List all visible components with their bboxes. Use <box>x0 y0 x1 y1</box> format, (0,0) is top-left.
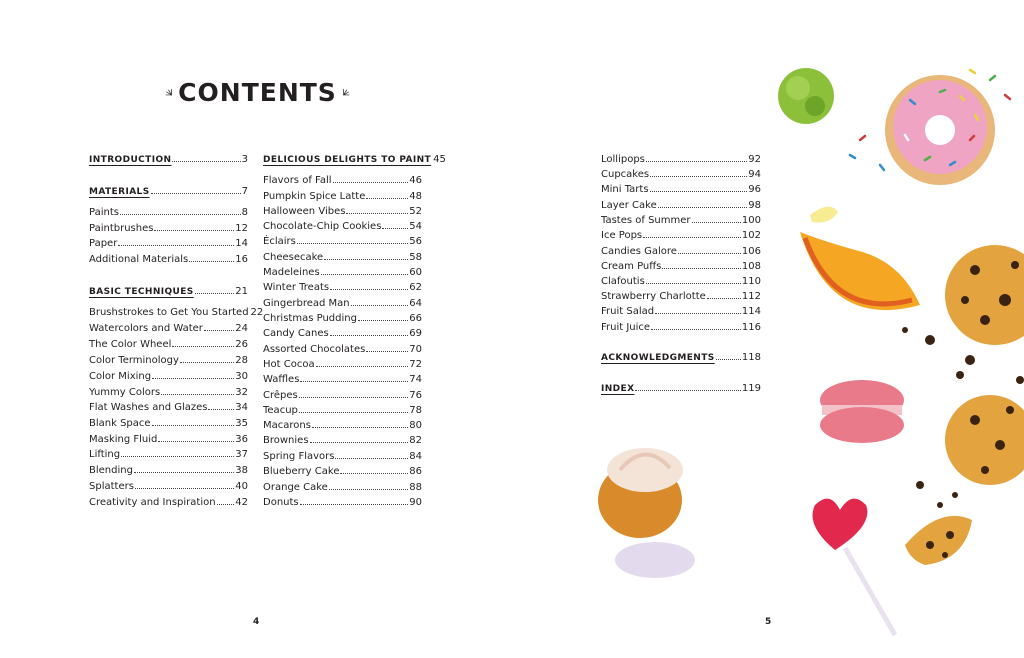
toc-page-number: 100 <box>741 215 761 226</box>
toc-page-number: 88 <box>409 482 422 493</box>
toc-label: Brownies <box>263 435 309 446</box>
toc-label: Lifting <box>89 449 121 460</box>
toc-label: Strawberry Charlotte <box>601 291 706 302</box>
toc-label: Fruit Salad <box>601 306 655 317</box>
toc-page-number: 30 <box>235 371 248 382</box>
toc-page-number: 52 <box>409 206 422 217</box>
toc-label: Pumpkin Spice Latte <box>263 191 366 202</box>
toc-page-number: 70 <box>409 344 422 355</box>
lollipop-icon <box>813 499 896 635</box>
toc-page-number: 14 <box>235 238 248 249</box>
toc-page-number: 34 <box>235 402 248 413</box>
toc-page-number: 102 <box>741 230 761 241</box>
toc-label: Blueberry Cake <box>263 466 340 477</box>
toc-label: Flavors of Fall <box>263 175 332 186</box>
toc-label: Éclairs <box>263 236 296 247</box>
toc-page-number: 98 <box>748 200 761 211</box>
toc-label: DELICIOUS DELIGHTS TO PAINT <box>263 155 432 165</box>
toc-page-number: 74 <box>409 374 422 385</box>
toc-page-number: 86 <box>409 466 422 477</box>
toc-label: Christmas Pudding <box>263 313 357 324</box>
toc-label: Candies Galore <box>601 246 677 257</box>
donut-icon <box>850 70 1010 185</box>
toc-page-number: 108 <box>741 261 761 272</box>
toc-label: Halloween Vibes <box>263 206 346 217</box>
toc-label: Watercolors and Water <box>89 323 203 334</box>
macaron-icon <box>820 380 904 443</box>
toc-label: Hot Cocoa <box>263 359 315 370</box>
cream-puff-icon <box>598 448 695 578</box>
page-number-left: 4 <box>253 617 260 627</box>
toc-label: Donuts <box>263 497 299 508</box>
toc-label: Mini Tarts <box>601 184 649 195</box>
toc-page-number: 96 <box>748 184 761 195</box>
toc-label: Fruit Juice <box>601 322 651 333</box>
toc-page-number: 62 <box>409 282 422 293</box>
toc-label: Paintbrushes <box>89 223 154 234</box>
toc-label: Cupcakes <box>601 169 650 180</box>
toc-page-number: 114 <box>741 306 761 317</box>
page-number-right: 5 <box>765 617 772 627</box>
green-ball-icon <box>778 68 834 124</box>
toc-page-number: 8 <box>241 207 248 218</box>
toc-label: Winter Treats <box>263 282 330 293</box>
toc-page-number: 38 <box>235 465 248 476</box>
toc-page-number: 21 <box>235 286 248 297</box>
toc-label: INTRODUCTION <box>89 155 172 165</box>
toc-page-number: 58 <box>409 252 422 263</box>
toc-page-number: 82 <box>409 435 422 446</box>
toc-label: Color Terminology <box>89 355 179 366</box>
toc-label: Brushstrokes to Get You Started <box>89 307 249 318</box>
toc-label: Additional Materials <box>89 254 189 265</box>
toc-page-number: 54 <box>409 221 422 232</box>
toc-label: Yummy Colors <box>89 387 161 398</box>
toc-label: The Color Wheel <box>89 339 172 350</box>
toc-label: Lollipops <box>601 154 645 165</box>
toc-page-number: 69 <box>409 328 422 339</box>
peach-slice-icon <box>800 207 920 310</box>
page-title: CONTENTS <box>178 77 337 107</box>
toc-label: Layer Cake <box>601 200 657 211</box>
toc-label: Blank Space <box>89 418 151 429</box>
toc-page-number: 78 <box>409 405 422 416</box>
toc-page-number: 94 <box>748 169 761 180</box>
toc-page-number: 28 <box>235 355 248 366</box>
toc-page-number: 118 <box>741 352 761 363</box>
toc-page-number: 72 <box>409 359 422 370</box>
toc-page-number: 56 <box>409 236 422 247</box>
toc-label: Macarons <box>263 420 311 431</box>
toc-label: Chocolate-Chip Cookies <box>263 221 382 232</box>
toc-page-number: 22 <box>250 307 264 318</box>
toc-page-number: 76 <box>409 390 422 401</box>
toc-label: Cheesecake <box>263 252 324 263</box>
toc-page-number: 40 <box>235 481 248 492</box>
toc-page-number: 16 <box>235 254 248 265</box>
toc-label: Paints <box>89 207 119 218</box>
toc-page-number: 45 <box>433 154 446 165</box>
toc-page-number: 37 <box>235 449 248 460</box>
toc-label: Cream Puffs <box>601 261 662 272</box>
toc-label: Candy Canes <box>263 328 329 339</box>
toc-label: Masking Fluid <box>89 434 158 445</box>
toc-page-number: 66 <box>409 313 422 324</box>
toc-page-number: 32 <box>235 387 248 398</box>
toc-page-number: 26 <box>235 339 248 350</box>
toc-page-number: 46 <box>409 175 422 186</box>
toc-page-number: 12 <box>235 223 248 234</box>
toc-page-number: 112 <box>741 291 761 302</box>
toc-label: Flat Washes and Glazes <box>89 402 208 413</box>
toc-label: Splatters <box>89 481 134 492</box>
toc-label: Color Mixing <box>89 371 152 382</box>
toc-label: Teacup <box>263 405 298 416</box>
toc-page-number: 119 <box>741 383 761 394</box>
toc-label: Waffles <box>263 374 300 385</box>
toc-label: Ice Pops <box>601 230 643 241</box>
toc-label: Crêpes <box>263 390 298 401</box>
toc-page-number: 80 <box>409 420 422 431</box>
toc-page-number: 48 <box>409 191 422 202</box>
toc-label: Assorted Chocolates <box>263 344 366 355</box>
toc-label: ACKNOWLEDGMENTS <box>601 353 715 363</box>
toc-page-number: 90 <box>409 497 422 508</box>
toc-label: Madeleines <box>263 267 320 278</box>
toc-page-number: 35 <box>235 418 248 429</box>
toc-page-number: 92 <box>748 154 761 165</box>
toc-label: Orange Cake <box>263 482 328 493</box>
toc-page-number: 3 <box>241 154 248 165</box>
toc-page-number: 110 <box>741 276 761 287</box>
toc-page-number: 24 <box>235 323 248 334</box>
toc-page-number: 42 <box>235 497 248 508</box>
toc-label: Clafoutis <box>601 276 645 287</box>
toc-page-number: 84 <box>409 451 422 462</box>
toc-page-number: 64 <box>409 298 422 309</box>
toc-page-number: 7 <box>241 186 248 197</box>
toc-page-number: 36 <box>235 434 248 445</box>
toc-page-number: 60 <box>409 267 422 278</box>
toc-label: MATERIALS <box>89 187 150 197</box>
toc-label: BASIC TECHNIQUES <box>89 287 194 297</box>
toc-page-number: 106 <box>741 246 761 257</box>
broken-cookie-icon <box>905 516 972 565</box>
toc-label: INDEX <box>601 384 635 394</box>
toc-label: Tastes of Summer <box>601 215 691 226</box>
toc-label: Blending <box>89 465 133 476</box>
toc-page-number: 116 <box>741 322 761 333</box>
toc-label: Paper <box>89 238 118 249</box>
toc-label: Creativity and Inspiration <box>89 497 216 508</box>
toc-label: Spring Flavors <box>263 451 335 462</box>
toc-label: Gingerbread Man <box>263 298 350 309</box>
cookie-icon <box>945 245 1024 485</box>
